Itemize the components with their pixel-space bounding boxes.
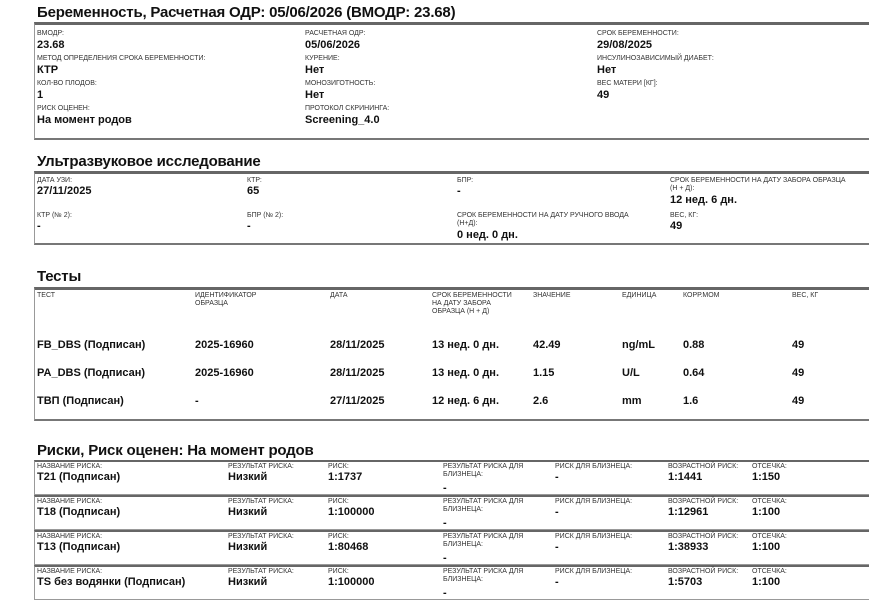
table-cell: 2025-16960 — [195, 339, 254, 351]
pregnancy-title: Беременность, Расчетная ОДР: 05/06/2026 (ВМОДР: 23.68) — [37, 4, 456, 21]
field-label: ВЕС, КГ: — [670, 212, 699, 219]
risk-field-value: - — [555, 506, 559, 518]
field-value: 0 нед. 0 дн. — [457, 229, 518, 241]
field-label: КУРЕНИЕ: — [305, 55, 340, 62]
risk-field-value: 1:1441 — [668, 471, 703, 483]
field-label: КТР: — [247, 177, 262, 184]
risk-field-label: НАЗВАНИЕ РИСКА: — [37, 498, 103, 505]
risk-field-value: Низкий — [228, 506, 268, 518]
risk-field-label: РЕЗУЛЬТАТ РИСКА: — [228, 568, 294, 575]
field-value: 12 нед. 6 дн. — [670, 194, 738, 206]
risk-field-label: ВОЗРАСТНОЙ РИСК: — [668, 533, 739, 540]
field-value: - — [247, 220, 251, 232]
table-cell: 13 нед. 0 дн. — [432, 339, 500, 351]
risk-field-label: ВОЗРАСТНОЙ РИСК: — [668, 498, 739, 505]
table-cell: ТВП (Подписан) — [37, 395, 124, 407]
risk-field-label: РИСК ДЛЯ БЛИЗНЕЦА: — [555, 533, 633, 540]
field-value: Нет — [305, 89, 325, 101]
field-value: 05/06/2026 — [305, 39, 361, 51]
risk-field-value: T13 (Подписан) — [37, 541, 121, 553]
field-label: МОНОЗИГОТНОСТЬ: — [305, 80, 376, 87]
table-cell: 1.15 — [533, 367, 555, 379]
risk-field-value: T18 (Подписан) — [37, 506, 121, 518]
risk-field-value: - — [555, 576, 559, 588]
risk-row — [34, 530, 869, 565]
column-header: ДАТА — [330, 292, 348, 299]
risk-field-value: - — [443, 517, 447, 529]
field-label: СРОК БЕРЕМЕННОСТИ: — [597, 30, 679, 37]
field-label: ПРОТОКОЛ СКРИНИНГА: — [305, 105, 390, 112]
risk-field-value: 1:100000 — [328, 576, 375, 588]
risk-field-value: 1:5703 — [668, 576, 703, 588]
column-header: СРОК БЕРЕМЕННОСТИ НА ДАТУ ЗАБОРА ОБРАЗЦА (Н + Д) — [432, 292, 512, 315]
field-label: МЕТОД ОПРЕДЕЛЕНИЯ СРОКА БЕРЕМЕННОСТИ: — [37, 55, 206, 62]
risk-field-label: РИСК ДЛЯ БЛИЗНЕЦА: — [555, 498, 633, 505]
field-value: - — [37, 220, 41, 232]
risk-field-value: TS без водянки (Подписан) — [37, 576, 186, 588]
risk-row — [34, 565, 869, 600]
risk-field-value: 1:80468 — [328, 541, 369, 553]
column-header: ЗНАЧЕНИЕ — [533, 292, 571, 299]
risk-field-value: Низкий — [228, 576, 268, 588]
risk-field-label: НАЗВАНИЕ РИСКА: — [37, 463, 103, 470]
risk-field-value: - — [443, 552, 447, 564]
risks-title: Риски, Риск оценен: На момент родов — [37, 442, 314, 459]
risk-field-value: 1:1737 — [328, 471, 363, 483]
field-value: 29/08/2025 — [597, 39, 653, 51]
table-cell: ng/mL — [622, 339, 655, 351]
risk-field-value: 1:150 — [752, 471, 781, 483]
risk-row — [34, 495, 869, 530]
table-cell: - — [195, 395, 199, 407]
risk-field-value: - — [555, 471, 559, 483]
risk-row — [34, 460, 869, 495]
field-value: Screening_4.0 — [305, 114, 380, 126]
risk-field-label: РИСК: — [328, 568, 349, 575]
risk-field-value: Низкий — [228, 471, 268, 483]
column-header: ВЕС, КГ — [792, 292, 819, 299]
field-label: СРОК БЕРЕМЕННОСТИ НА ДАТУ РУЧНОГО ВВОДА (Н+Д): — [457, 212, 629, 227]
table-cell: 49 — [792, 367, 805, 379]
risk-field-label: РИСК: — [328, 463, 349, 470]
risk-field-value: 1:100000 — [328, 506, 375, 518]
field-label: БПР: — [457, 177, 474, 184]
risk-field-label: ОТСЕЧКА: — [752, 533, 787, 540]
table-cell: 13 нед. 0 дн. — [432, 367, 500, 379]
field-label: ВМОДР: — [37, 30, 64, 37]
table-cell: 1.6 — [683, 395, 699, 407]
risk-field-label: ОТСЕЧКА: — [752, 463, 787, 470]
risk-field-label: НАЗВАНИЕ РИСКА: — [37, 533, 103, 540]
risk-field-label: РЕЗУЛЬТАТ РИСКА: — [228, 533, 294, 540]
risk-field-label: НАЗВАНИЕ РИСКА: — [37, 568, 103, 575]
table-cell: PA_DBS (Подписан) — [37, 367, 146, 379]
column-header: ТЕСТ — [37, 292, 56, 299]
table-cell: 27/11/2025 — [330, 395, 385, 407]
table-cell: 2.6 — [533, 395, 549, 407]
field-label: КТР (№ 2): — [37, 212, 72, 219]
risk-field-label: ВОЗРАСТНОЙ РИСК: — [668, 463, 739, 470]
table-cell: 12 нед. 6 дн. — [432, 395, 500, 407]
field-value: 49 — [670, 220, 683, 232]
field-label: РАСЧЕТНАЯ ОДР: — [305, 30, 366, 37]
risk-field-value: - — [555, 541, 559, 553]
table-cell: 28/11/2025 — [330, 339, 385, 351]
field-label: РИСК ОЦЕНЕН: — [37, 105, 90, 112]
field-label: БПР (№ 2): — [247, 212, 284, 219]
risk-field-label: ОТСЕЧКА: — [752, 568, 787, 575]
ultrasound-title: Ультразвуковое исследование — [37, 153, 261, 170]
risk-field-label: РЕЗУЛЬТАТ РИСКА ДЛЯ БЛИЗНЕЦА: — [443, 568, 524, 583]
table-cell: U/L — [622, 367, 640, 379]
risk-field-value: - — [443, 587, 447, 599]
table-cell: 49 — [792, 339, 805, 351]
pregnancy-panel — [34, 22, 869, 140]
risk-field-value: 1:100 — [752, 541, 781, 553]
risk-field-value: T21 (Подписан) — [37, 471, 121, 483]
risk-field-value: 1:38933 — [668, 541, 709, 553]
risk-field-value: 1:100 — [752, 506, 781, 518]
column-header: КОРР.МОМ — [683, 292, 720, 299]
tests-table — [34, 287, 869, 421]
field-label: КОЛ-ВО ПЛОДОВ: — [37, 80, 97, 87]
table-cell: 28/11/2025 — [330, 367, 385, 379]
risk-field-value: - — [443, 482, 447, 494]
field-value: 49 — [597, 89, 610, 101]
field-value: Нет — [305, 64, 325, 76]
risk-field-label: РИСК: — [328, 533, 349, 540]
field-value: 1 — [37, 89, 44, 101]
field-value: 23.68 — [37, 39, 65, 51]
table-cell: FB_DBS (Подписан) — [37, 339, 146, 351]
table-cell: 0.88 — [683, 339, 705, 351]
risk-field-label: РЕЗУЛЬТАТ РИСКА: — [228, 463, 294, 470]
risk-field-label: РИСК: — [328, 498, 349, 505]
tests-title: Тесты — [37, 268, 82, 285]
field-value: - — [457, 185, 461, 197]
table-cell: 49 — [792, 395, 805, 407]
risk-field-label: ВОЗРАСТНОЙ РИСК: — [668, 568, 739, 575]
table-cell: 2025-16960 — [195, 367, 254, 379]
field-label: ВЕС МАТЕРИ [КГ]: — [597, 80, 658, 87]
risk-field-label: РИСК ДЛЯ БЛИЗНЕЦА: — [555, 463, 633, 470]
table-cell: 0.64 — [683, 367, 705, 379]
field-value: Нет — [597, 64, 617, 76]
field-label: СРОК БЕРЕМЕННОСТИ НА ДАТУ ЗАБОРА ОБРАЗЦА (Н + Д): — [670, 177, 846, 192]
field-label: ДАТА УЗИ: — [37, 177, 73, 184]
table-cell: mm — [622, 395, 642, 407]
risk-field-label: РЕЗУЛЬТАТ РИСКА ДЛЯ БЛИЗНЕЦА: — [443, 498, 524, 513]
table-cell: 42.49 — [533, 339, 561, 351]
risk-field-value: 1:12961 — [668, 506, 709, 518]
risk-field-label: ОТСЕЧКА: — [752, 498, 787, 505]
column-header: ЕДИНИЦА — [622, 292, 657, 299]
field-value: На момент родов — [37, 114, 132, 126]
ultrasound-panel — [34, 171, 869, 245]
risk-field-value: 1:100 — [752, 576, 781, 588]
field-value: КТР — [37, 64, 59, 76]
risk-field-label: РЕЗУЛЬТАТ РИСКА ДЛЯ БЛИЗНЕЦА: — [443, 533, 524, 548]
field-value: 65 — [247, 185, 260, 197]
column-header: ИДЕНТИФИКАТОР ОБРАЗЦА — [195, 292, 257, 307]
risk-field-label: РЕЗУЛЬТАТ РИСКА: — [228, 498, 294, 505]
risk-field-label: РИСК ДЛЯ БЛИЗНЕЦА: — [555, 568, 633, 575]
field-label: ИНСУЛИНОЗАВИСИМЫЙ ДИАБЕТ: — [597, 55, 714, 62]
risk-field-value: Низкий — [228, 541, 268, 553]
field-value: 27/11/2025 — [37, 185, 92, 197]
risk-field-label: РЕЗУЛЬТАТ РИСКА ДЛЯ БЛИЗНЕЦА: — [443, 463, 524, 478]
